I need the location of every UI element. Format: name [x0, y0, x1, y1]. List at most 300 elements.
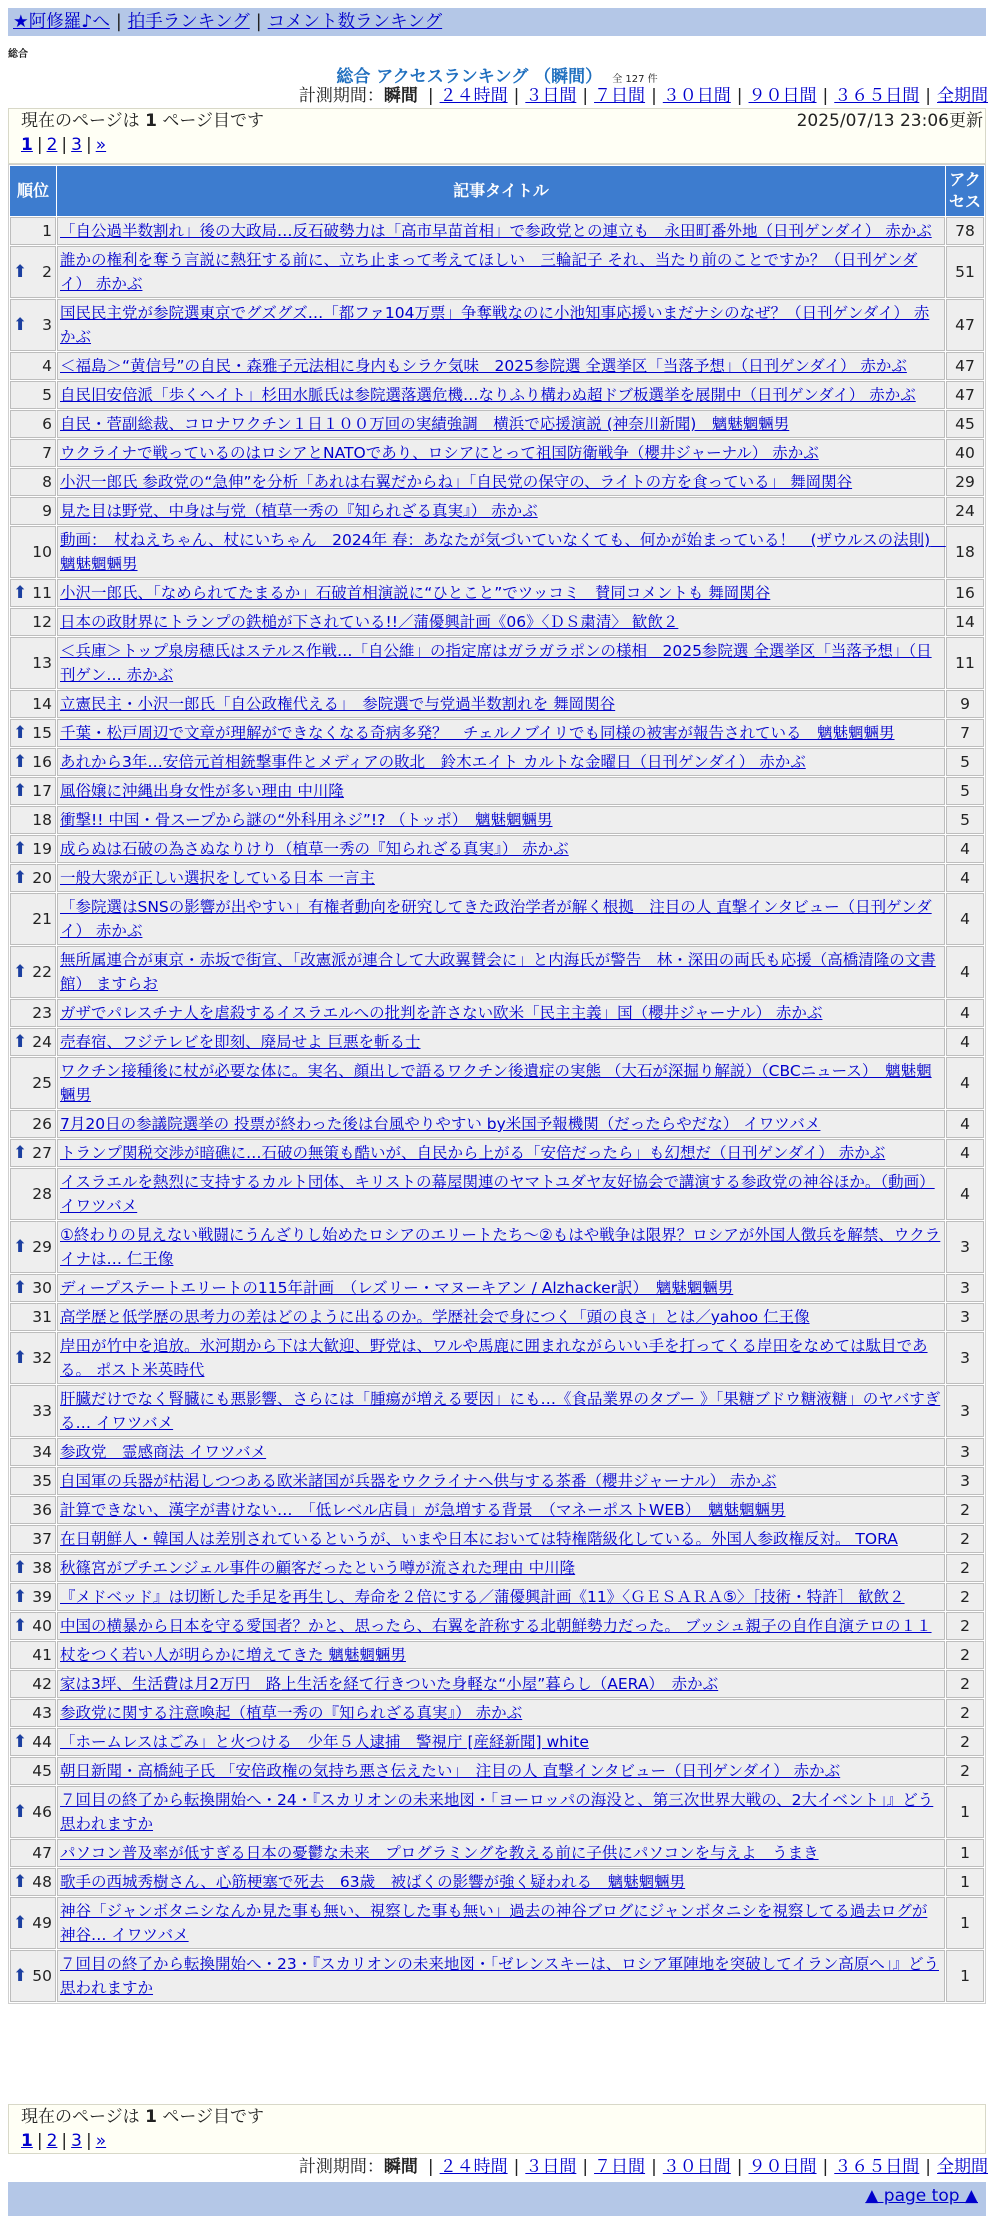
- ranking-total: 全 127 件: [612, 74, 658, 85]
- period-label: 計測期間：: [298, 2157, 384, 2177]
- access-count: 2: [946, 1554, 984, 1582]
- access-count: 40: [946, 439, 984, 467]
- rank-cell: [10, 835, 56, 863]
- rank-cell: [10, 410, 56, 438]
- title-cell: [57, 835, 945, 863]
- separator: |: [513, 2157, 520, 2177]
- title-cell: [57, 637, 945, 689]
- rank-number: 19: [32, 840, 52, 858]
- access-count: 24: [946, 497, 984, 525]
- period-option-link[interactable]: ７日間: [594, 2157, 646, 2177]
- page-status: [21, 2105, 973, 2129]
- rank-number: 7: [42, 444, 52, 462]
- article-title-link[interactable]: ＜福島＞“黄信号”の自民・森雅子元法相に身内もシラケ気味 2025参院選 全選挙区「当落予想」（日刊ゲンダイ） 赤かぶ: [60, 357, 907, 375]
- access-count: 4: [946, 1139, 984, 1167]
- rank-number: 43: [32, 1704, 52, 1722]
- table-row: [10, 439, 984, 467]
- rank-cell: [10, 497, 56, 525]
- table-row: [10, 1057, 984, 1109]
- rank-cell: [10, 299, 56, 351]
- table-row: [10, 893, 984, 945]
- rank-cell: [10, 777, 56, 805]
- title-cell: [57, 526, 945, 578]
- period-option-link[interactable]: ２４時間: [439, 2157, 508, 2177]
- rank-cell: [10, 1496, 56, 1524]
- access-count: 1: [946, 1950, 984, 2002]
- title-cell: [57, 946, 945, 998]
- article-title-link[interactable]: ウクライナで戦っているのはロシアとNATOであり、ロシアにとって祖国防衛戦争（櫻井ジャーナル） 赤かぶ: [60, 444, 819, 462]
- article-title-link[interactable]: 一般大衆が正しい選択をしている日本 一言主: [60, 869, 375, 887]
- separator: |: [822, 86, 829, 106]
- rank-cell: [10, 1583, 56, 1611]
- title-cell: [57, 1168, 945, 1220]
- ranking-table-body: [10, 217, 984, 2002]
- article-title-link[interactable]: 中国の横暴から日本を守る愛国者？かと、思ったら、右翼を許称する北朝鮮勢力だった。 ブッシュ親子の自作自演テロの１１: [60, 1617, 932, 1635]
- period-option-link[interactable]: ９０日間: [748, 2157, 817, 2177]
- rank-up-arrow-icon: ⬆: [13, 1616, 28, 1636]
- access-count: 47: [946, 299, 984, 351]
- rank-cell: [10, 1670, 56, 1698]
- title-cell: [57, 1612, 945, 1640]
- rank-number: 5: [42, 386, 52, 404]
- article-title-link[interactable]: 成らぬは石破の為さぬなりけり（植草一秀の『知られざる真実』） 赤かぶ: [60, 840, 569, 858]
- table-row: [10, 1467, 984, 1495]
- rank-cell: [10, 1303, 56, 1331]
- title-cell: [57, 1897, 945, 1949]
- article-title-link[interactable]: 小沢一郎氏 参政党の“急伸”を分析「あれは右翼だからね」「自民党の保守の、ライトの方を食っている」 舞岡関谷: [60, 473, 853, 491]
- clap-ranking-link[interactable]: 拍手ランキング: [127, 12, 250, 32]
- article-title-link[interactable]: 千葉・松戸周辺で文章が理解ができなくなる奇病多発？ チェルノブイリでも同様の被害が報告されている 魑魅魍魎男: [60, 724, 895, 742]
- article-title-link[interactable]: 自国軍の兵器が枯渇しつつある欧米諸国が兵器をウクライナへ供与する茶番（櫻井ジャーナル） 赤かぶ: [60, 1472, 777, 1490]
- article-title-link[interactable]: 杖をつく若い人が明らかに増えてきた 魑魅魍魎男: [60, 1646, 406, 1664]
- article-title-link[interactable]: 参政党に関する注意喚起（植草一秀の『知られざる真実』） 赤かぶ: [60, 1704, 523, 1722]
- separator: |: [822, 2157, 829, 2177]
- rank-number: 14: [32, 695, 52, 713]
- table-row: [10, 1303, 984, 1331]
- title-cell: [57, 690, 945, 718]
- article-title-link[interactable]: 在日朝鮮人・韓国人は差別されているというが、いまや日本においては特権階級化している。外国人参政権反対。 TORA: [60, 1530, 898, 1548]
- access-count: 11: [946, 637, 984, 689]
- title-cell: [57, 381, 945, 409]
- pagination-link[interactable]: »: [95, 2131, 107, 2151]
- separator: |: [736, 2157, 743, 2177]
- table-row: [10, 1612, 984, 1640]
- title-cell: [57, 1139, 945, 1167]
- rank-number: 1: [42, 222, 52, 240]
- article-title-link[interactable]: 神谷「ジャンボタニシなんか見た事も無い、視察した事も無い」過去の神谷ブログにジャンボタニシを視察してる過去ログが 神谷… イワツバメ: [60, 1902, 928, 1944]
- rank-cell: [10, 1221, 56, 1273]
- rank-up-arrow-icon: ⬆: [13, 1143, 28, 1163]
- rank-number: 44: [32, 1733, 52, 1751]
- rank-cell: [10, 748, 56, 776]
- table-header-row: [10, 166, 984, 216]
- table-row: [10, 1868, 984, 1896]
- title-cell: [57, 1699, 945, 1727]
- rank-number: 31: [32, 1308, 52, 1326]
- access-column-header: アクセス: [946, 166, 984, 216]
- separator: |: [582, 86, 589, 106]
- rank-number: 40: [32, 1617, 52, 1635]
- title-cell: [57, 1110, 945, 1138]
- title-cell: [57, 893, 945, 945]
- rank-cell: [10, 1950, 56, 2002]
- access-count: 7: [946, 719, 984, 747]
- separator: |: [736, 86, 743, 106]
- rank-cell: [10, 526, 56, 578]
- access-count: 2: [946, 1496, 984, 1524]
- pagination-link[interactable]: 3: [71, 135, 82, 155]
- rank-up-arrow-icon: ⬆: [13, 1966, 28, 1986]
- page-status-pre: 現在のページは: [21, 2107, 140, 2127]
- rank-up-arrow-icon: ⬆: [13, 1032, 28, 1052]
- article-title-link[interactable]: 日本の政財界にトランプの鉄槌が下されている!!／蒲優興計画《06》〈ＤＳ粛清〉 歓飲２: [60, 613, 679, 631]
- access-count: 9: [946, 690, 984, 718]
- access-count: 1: [946, 1868, 984, 1896]
- title-cell: [57, 1728, 945, 1756]
- article-title-link[interactable]: 秋篠宮がプチエンジェル事件の顧客だったという噂が流された理由 中川隆: [60, 1559, 576, 1577]
- table-row: [10, 1525, 984, 1553]
- rank-up-arrow-icon: ⬆: [13, 1872, 28, 1892]
- separator: |: [61, 2131, 68, 2151]
- table-row: [10, 999, 984, 1027]
- rank-number: 27: [32, 1144, 52, 1162]
- rank-number: 50: [32, 1967, 52, 1985]
- access-count: 51: [946, 246, 984, 298]
- access-count: 5: [946, 777, 984, 805]
- rank-number: 32: [32, 1349, 52, 1367]
- table-row: [10, 1554, 984, 1582]
- rank-up-arrow-icon: ⬆: [13, 1558, 28, 1578]
- access-count: 3: [946, 1385, 984, 1437]
- rank-number: 15: [32, 724, 52, 742]
- rank-number: 13: [32, 654, 52, 672]
- table-row: [10, 1139, 984, 1167]
- title-cell: [57, 579, 945, 607]
- rank-number: 6: [42, 415, 52, 433]
- period-current: 瞬間: [383, 86, 418, 106]
- period-option-link[interactable]: 全期間: [937, 86, 988, 106]
- separator: |: [651, 86, 657, 106]
- period-option-link[interactable]: ３日間: [525, 86, 577, 106]
- period-option-link[interactable]: ３６５日間: [834, 2157, 920, 2177]
- table-row: [10, 468, 984, 496]
- article-title-link[interactable]: 自民旧安倍派「歩くヘイト」杉田水脈氏は参院選落選危機…なりふり構わぬ超ドブ板選挙を展開中（日刊ゲンダイ） 赤かぶ: [60, 386, 916, 404]
- comment-ranking-link[interactable]: コメント数ランキング: [267, 12, 443, 32]
- article-title-link[interactable]: 高学歴と低学歴の思考力の差はどのように出るのか。学歴社会で身につく「頭の良さ」とは／yahoo 仁王像: [60, 1308, 810, 1326]
- period-selector-bottom: [299, 2155, 988, 2179]
- table-row: [10, 1274, 984, 1302]
- period-option-link[interactable]: ７日間: [594, 86, 646, 106]
- rank-up-arrow-icon: ⬆: [13, 781, 28, 801]
- access-count: 4: [946, 1057, 984, 1109]
- table-row: [10, 1786, 984, 1838]
- access-count: 2: [946, 1641, 984, 1669]
- separator: |: [582, 2157, 589, 2177]
- updated-time: 2025/07/13 23:06更新: [796, 111, 983, 131]
- table-row: [10, 777, 984, 805]
- table-row: [10, 608, 984, 636]
- access-count: 4: [946, 1028, 984, 1056]
- table-row: [10, 526, 984, 578]
- pagination-link[interactable]: 3: [71, 2131, 82, 2151]
- article-title-link[interactable]: 見た目は野党、中身は与党（植草一秀の『知られざる真実』） 赤かぶ: [60, 502, 538, 520]
- access-count: 2: [946, 1670, 984, 1698]
- article-title-link[interactable]: パソコン普及率が低すぎる日本の憂鬱な未来 プログラミングを教える前に子供にパソコンを与えよ うまき: [60, 1844, 819, 1862]
- period-option-link[interactable]: ３日間: [525, 2157, 577, 2177]
- rank-number: 33: [32, 1402, 52, 1420]
- access-count: 5: [946, 748, 984, 776]
- access-count: 2: [946, 1525, 984, 1553]
- article-title-link[interactable]: ７回目の終了から転換開始へ・23・『スカリオンの未来地図・「ゼレンスキーは、ロシア軍陣地を突破してイラン高原へ」』どう思われますか: [60, 1955, 939, 1997]
- rank-number: 9: [42, 502, 52, 520]
- title-cell: [57, 1525, 945, 1553]
- period-option-link[interactable]: ３６５日間: [834, 86, 920, 106]
- rank-number: 42: [32, 1675, 52, 1693]
- title-cell: [57, 999, 945, 1027]
- period-option-link[interactable]: ３０日間: [662, 2157, 731, 2177]
- rank-number: 39: [32, 1588, 52, 1606]
- access-count: 3: [946, 1438, 984, 1466]
- table-row: [10, 690, 984, 718]
- article-title-link[interactable]: あれから3年…安倍元首相銃撃事件とメディアの敗北 鈴木エイト カルトな金曜日（日刊ゲンダイ） 赤かぶ: [60, 753, 806, 771]
- title-cell: [57, 1057, 945, 1109]
- pagination-link[interactable]: »: [95, 135, 107, 155]
- rank-number: 8: [42, 473, 52, 491]
- rank-number: 22: [32, 963, 52, 981]
- table-row: [10, 1221, 984, 1273]
- article-title-link[interactable]: 風俗嬢に沖縄出身女性が多い理由 中川隆: [60, 782, 344, 800]
- title-cell: [57, 1496, 945, 1524]
- title-cell: [57, 1641, 945, 1669]
- title-cell: [57, 1221, 945, 1273]
- pagination-link[interactable]: 1: [21, 2131, 33, 2151]
- rank-up-arrow-icon: ⬆: [13, 1278, 28, 1298]
- pagination-link[interactable]: 2: [46, 135, 58, 155]
- pagination-link[interactable]: 2: [46, 2131, 58, 2151]
- rank-up-arrow-icon: ⬆: [13, 315, 28, 335]
- rank-number: 21: [32, 910, 52, 928]
- article-title-link[interactable]: 誰かの権利を奪う言説に熱狂する前に、立ち止まって考えてほしい 三輪記子 それ、当たり前のことですか？（日刊ゲンダイ） 赤かぶ: [60, 251, 918, 293]
- article-title-link[interactable]: 7月20日の参議院選挙の 投票が終わった後は台風やりやすい by米国予報機関（だったらやだな） イワツバメ: [60, 1115, 821, 1133]
- rank-cell: [10, 1332, 56, 1384]
- access-count: 2: [946, 1583, 984, 1611]
- article-title-link[interactable]: 「自公過半数割れ」後の大政局…反石破勢力は「高市早苗首相」で参政党との連立も 永田町番外地（日刊ゲンダイ） 赤かぶ: [60, 222, 932, 240]
- article-title-link[interactable]: 立憲民主・小沢一郎氏「自公政権代える」 参院選で与党過半数割れを 舞岡関谷: [60, 695, 616, 713]
- table-row: [10, 352, 984, 380]
- rank-cell: [10, 246, 56, 298]
- rank-cell: [10, 1554, 56, 1582]
- article-title-link[interactable]: 朝日新聞・高橋純子氏 「安倍政権の気持ち悪さ伝えたい」 注目の人 直撃インタビュー（日刊ゲンダイ） 赤かぶ: [60, 1762, 841, 1780]
- separator: |: [925, 86, 931, 106]
- rank-cell: [10, 608, 56, 636]
- rank-cell: [10, 719, 56, 747]
- title-cell: [57, 1583, 945, 1611]
- rank-cell: [10, 1757, 56, 1785]
- title-column-header: 記事タイトル: [57, 166, 945, 216]
- rank-number: 23: [32, 1004, 52, 1022]
- title-cell: [57, 806, 945, 834]
- article-title-link[interactable]: ガザでパレスチナ人を虐殺するイスラエルへの批判を許さない欧米「民主主義」国（櫻井ジャーナル） 赤かぶ: [60, 1004, 823, 1022]
- home-link[interactable]: ★阿修羅♪へ: [13, 12, 110, 32]
- title-cell: [57, 246, 945, 298]
- table-row: [10, 217, 984, 245]
- rank-cell: [10, 1525, 56, 1553]
- access-count: 47: [946, 381, 984, 409]
- pagination-link[interactable]: 1: [21, 135, 33, 155]
- access-count: 29: [946, 468, 984, 496]
- rank-number: 37: [32, 1530, 52, 1548]
- table-row: [10, 1699, 984, 1727]
- title-cell: [57, 1670, 945, 1698]
- article-title-link[interactable]: ７回目の終了から転換開始へ・24・『スカリオンの未来地図・「ヨーロッパの海没と、第三次世界大戦の、2大イベント」』どう思われますか: [60, 1791, 934, 1833]
- article-title-link[interactable]: 「ホームレスはごみ」と火つける 少年５人逮捕 警視庁 [産経新聞] white: [60, 1733, 589, 1751]
- article-title-link[interactable]: 「参院選はSNSの影響が出やすい」有権者動向を研究してきた政治学者が解く根拠 注目の人 直撃インタビュー（日刊ゲンダイ） 赤かぶ: [60, 898, 932, 940]
- access-count: 78: [946, 217, 984, 245]
- rank-cell: [10, 806, 56, 834]
- table-row: [10, 1332, 984, 1384]
- rank-cell: [10, 1897, 56, 1949]
- access-count: 3: [946, 1467, 984, 1495]
- period-option-link[interactable]: ２４時間: [439, 86, 508, 106]
- access-count: 1: [946, 1897, 984, 1949]
- rank-number: 16: [32, 753, 52, 771]
- rank-number: 10: [32, 543, 52, 561]
- rank-up-arrow-icon: ⬆: [13, 839, 28, 859]
- title-cell: [57, 777, 945, 805]
- article-title-link[interactable]: 小沢一郎氏、「なめられてたまるか」石破首相演説に“ひとこと”でツッコミ 賛同コメントも 舞岡関谷: [60, 584, 771, 602]
- access-count: 1: [946, 1839, 984, 1867]
- article-title-link[interactable]: 肝臓だけでなく腎臓にも悪影響、さらには「腫瘍が増える要因」にも…《食品業界のタブー 》「果糖ブドウ糖液糖」のヤバすぎる… イワツバメ: [60, 1390, 941, 1432]
- rank-cell: [10, 690, 56, 718]
- rank-number: 30: [32, 1279, 52, 1297]
- title-cell: [57, 439, 945, 467]
- separator: |: [36, 135, 43, 155]
- rank-number: 4: [42, 357, 52, 375]
- rank-number: 35: [32, 1472, 52, 1490]
- article-title-link[interactable]: 衝撃!! 中国・骨スープから謎の“外科用ネジ”!? （トッポ） 魑魅魍魎男: [60, 811, 553, 829]
- article-title-link[interactable]: 動画： 杖ねえちゃん、杖にいちゃん 2024年 春：あなたが気づいていなくても、何かが始まっている！ (ザウルスの法則) 魑魅魍魎男: [60, 531, 946, 573]
- rank-number: 2: [42, 263, 52, 281]
- article-title-link[interactable]: トランプ関税交渉が暗礁に…石破の無策も酷いが、自民から上がる「安倍だったら」も幻想だ（日刊ゲンダイ） 赤かぶ: [60, 1144, 886, 1162]
- access-count: 18: [946, 526, 984, 578]
- title-cell: [57, 1554, 945, 1582]
- separator: |: [61, 135, 68, 155]
- rank-cell: [10, 1057, 56, 1109]
- rank-up-arrow-icon: ⬆: [13, 868, 28, 888]
- pagination: [21, 2129, 973, 2153]
- period-label: 計測期間：: [298, 86, 384, 106]
- article-title-link[interactable]: ①終わりの見えない戦闘にうんざりし始めたロシアのエリートたち～②もはや戦争は限界？ロシアが外国人徴兵を解禁、ウクライナは… 仁王像: [60, 1226, 941, 1268]
- rank-cell: [10, 999, 56, 1027]
- rank-cell: [10, 1728, 56, 1756]
- article-title-link[interactable]: 国民民主党が参院選東京でグズグズ…「都ファ104万票」争奪戦なのに小池知事応援いまだナシのなぜ？（日刊ゲンダイ） 赤かぶ: [60, 304, 930, 346]
- table-row: [10, 579, 984, 607]
- title-cell: [57, 352, 945, 380]
- article-title-link[interactable]: 参政党 霊感商法 イワツバメ: [60, 1443, 267, 1461]
- rank-cell: [10, 637, 56, 689]
- article-title-link[interactable]: 自民・菅副総裁、コロナワクチン１日１００万回の実績強調 横浜で応援演説 (神奈川新聞) 魑魅魍魎男: [60, 415, 790, 433]
- rank-up-arrow-icon: ⬆: [13, 583, 28, 603]
- rank-cell: [10, 1139, 56, 1167]
- separator: |: [115, 12, 122, 32]
- rank-up-arrow-icon: ⬆: [13, 1802, 28, 1822]
- table-row: [10, 1839, 984, 1867]
- rank-cell: [10, 1839, 56, 1867]
- table-row: [10, 1496, 984, 1524]
- rank-cell: [10, 1467, 56, 1495]
- separator: |: [85, 135, 92, 155]
- rank-up-arrow-icon: ⬆: [13, 752, 28, 772]
- separator: |: [85, 2131, 92, 2151]
- current-page-number: 1: [145, 2107, 157, 2127]
- access-count: 45: [946, 410, 984, 438]
- article-title-link[interactable]: 『メドベッド』は切断した手足を再生し、寿命を２倍にする／蒲優興計画《11》〈ＧＥＳＡＲＡ⑤〉［技術・特許］ 歓飲２: [60, 1588, 905, 1606]
- rank-cell: [10, 1699, 56, 1727]
- article-title-link[interactable]: ＜兵庫＞トップ泉房穂氏はステルス作戦…「自公維」の指定席はガラガラポンの様相 2025参院選 全選挙区「当落予想」（日刊ゲン… 赤かぶ: [60, 642, 932, 684]
- rank-up-arrow-icon: ⬆: [13, 723, 28, 743]
- period-option-link[interactable]: ３０日間: [662, 86, 731, 106]
- table-row: [10, 497, 984, 525]
- table-row: [10, 946, 984, 998]
- page-status-post: ページ目です: [162, 111, 264, 131]
- rank-cell: [10, 1612, 56, 1640]
- rank-number: 49: [32, 1914, 52, 1932]
- access-count: 2: [946, 1612, 984, 1640]
- title-cell: [57, 1332, 945, 1384]
- period-option-link[interactable]: ９０日間: [748, 86, 817, 106]
- pagination: [21, 133, 973, 157]
- separator: |: [651, 2157, 657, 2177]
- article-title-link[interactable]: ディープステートエリートの115年計画 （レズリー・マヌーキアン / Alzhacker訳） 魑魅魍魎男: [60, 1279, 734, 1297]
- article-title-link[interactable]: 売春宿、フジテレビを即刻、廃局せよ 巨悪を斬る士: [60, 1033, 421, 1051]
- rank-cell: [10, 1274, 56, 1302]
- current-page-number: 1: [145, 111, 157, 131]
- rank-cell: [10, 1385, 56, 1437]
- article-title-link[interactable]: 家は3坪、生活費は月2万円 路上生活を経て行きついた身軽な“小屋”暮らし（AERA） 赤かぶ: [60, 1675, 719, 1693]
- access-count: 4: [946, 835, 984, 863]
- article-title-link[interactable]: 計算できない、漢字が書けない… 「低レベル店員」が急増する背景 （マネーポストWEB） 魑魅魍魎男: [60, 1501, 786, 1519]
- access-count: 3: [946, 1332, 984, 1384]
- rank-number: 36: [32, 1501, 52, 1519]
- separator: |: [427, 2157, 434, 2177]
- table-row: [10, 1670, 984, 1698]
- rank-cell: [10, 439, 56, 467]
- article-title-link[interactable]: ワクチン接種後に杖が必要な体に。実名、顔出しで語るワクチン後遺症の実態 （大石が深掘り解説）（CBCニュース） 魑魅魍魎男: [60, 1062, 932, 1104]
- title-cell: [57, 410, 945, 438]
- article-title-link[interactable]: 無所属連合が東京・赤坂で街宣、「改憲派が連合して大政翼賛会に」と内海氏が警告 林・深田の両氏も応援（高橋清隆の文書館） ますらお: [60, 951, 936, 993]
- rank-number: 11: [32, 584, 52, 602]
- access-count: 3: [946, 1221, 984, 1273]
- access-count: 1: [946, 1786, 984, 1838]
- title-cell: [57, 299, 945, 351]
- category-label: 総合: [8, 49, 28, 60]
- table-row: [10, 1385, 984, 1437]
- rank-cell: [10, 1868, 56, 1896]
- period-option-link[interactable]: 全期間: [937, 2157, 988, 2177]
- separator: |: [36, 2131, 43, 2151]
- table-row: [10, 1583, 984, 1611]
- title-cell: [57, 608, 945, 636]
- rank-column-header: 順位: [10, 166, 56, 216]
- article-title-link[interactable]: 岸田が竹中を追放。氷河期から下は大歓迎、野党は、ワルや馬鹿に囲まれながらいい手を打ってくる岸田をなめては駄目である。 ポスト米英時代: [60, 1337, 928, 1379]
- article-title-link[interactable]: イスラエルを熱烈に支持するカルト団体、キリストの幕屋関連のヤマトユダヤ友好協会で講演する参政党の神谷ほか。（動画） イワツバメ: [60, 1173, 935, 1215]
- title-cell: [57, 748, 945, 776]
- page-top-link[interactable]: ▲ page top ▲: [865, 2186, 978, 2206]
- article-title-link[interactable]: 歌手の西城秀樹さん、心筋梗塞で死去 63歳 被ばくの影響が強く疑われる 魑魅魍魎男: [60, 1873, 686, 1891]
- table-row: [10, 1110, 984, 1138]
- rank-cell: [10, 1110, 56, 1138]
- rank-number: 41: [32, 1646, 52, 1664]
